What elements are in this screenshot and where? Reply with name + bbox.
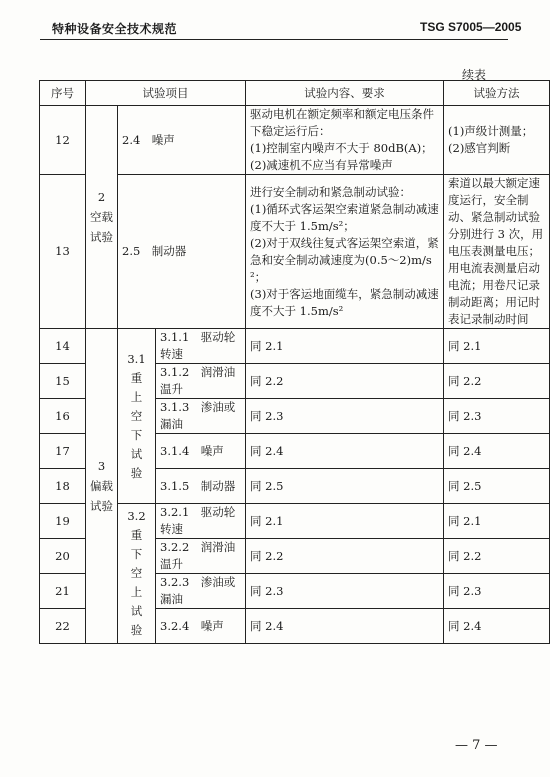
content-cell: 同 2.2 [246,539,444,574]
subgroup-cell [118,504,156,644]
method-cell: 同 2.4 [444,434,550,469]
item-cell: 3.1.3 渗油或漏油 [156,399,246,434]
method-cell [444,175,550,329]
method-cell: 同 2.3 [444,574,550,609]
content-line: (3)对于客运地面缆车，紧急制动减速度不大于 1.5m/s² [250,286,439,318]
subgroup-text: 3.1 [127,351,146,366]
row-no: 21 [40,574,86,609]
table-row [40,106,550,175]
content-line: 进行安全制动和紧急制动试验： [250,184,412,199]
content-cell: 同 2.4 [246,609,444,644]
item-cell: 3.2.1 驱动轮转速 [156,504,246,539]
subgroup-text: 重 [130,370,143,385]
header-standard-code: TSG S7005—2005 [420,20,522,34]
category-text: 2 [97,190,106,204]
row-no: 17 [40,434,86,469]
content-line: (2)减速机不应当有异常噪声 [250,158,393,172]
item-cell: 3.1.1 驱动轮转速 [156,329,246,364]
item-cell: 3.1.4 噪声 [156,434,246,469]
content-cell [246,175,444,329]
content-cell: 同 2.3 [246,574,444,609]
item-cell: 3.1.5 制动器 [156,469,246,504]
subgroup-text: 验 [130,465,143,480]
test-spec-table [39,80,550,644]
method-cell: 同 2.5 [444,469,550,504]
row-no: 18 [40,469,86,504]
header-rule [40,39,508,40]
subgroup-text: 上 [130,389,143,404]
item-cell: 2.4 噪声 [118,106,246,175]
category-cell [86,106,118,329]
category-text: 试验 [90,499,113,513]
row-no: 19 [40,504,86,539]
row-no: 14 [40,329,86,364]
col-header-content: 试验内容、要求 [246,81,444,106]
content-cell: 同 2.5 [246,469,444,504]
category-text: 3 [97,459,106,473]
row-no: 16 [40,399,86,434]
content-cell [246,106,444,175]
item-cell: 2.5 制动器 [118,175,246,329]
content-line: (2)对于双线往复式客运架空索道，紧急和安全制动减速度为(0.5～2)m/s²； [250,235,439,284]
content-cell: 同 2.3 [246,399,444,434]
method-line: (2)感官判断 [448,141,511,155]
content-cell: 同 2.1 [246,329,444,364]
header-left-title: 特种设备安全技术规范 [52,22,178,36]
content-cell: 同 2.1 [246,504,444,539]
subgroup-text: 下 [130,427,143,442]
table-header-row [40,81,550,106]
subgroup-text: 试 [130,604,143,618]
col-header-no: 序号 [40,81,86,106]
content-line: (1)循环式客运架空索道紧急制动减速度不大于 1.5m/s²； [250,201,439,233]
continued-label: 续表 [462,68,487,82]
item-cell: 3.2.4 噪声 [156,609,246,644]
subgroup-text: 上 [130,585,143,599]
row-no: 22 [40,609,86,644]
method-line: 索道以最大额定速度运行，安全制动、紧急制动试验分别进行 3 次，用电压表测量电压；用电流表测量启动电流；用卷尺记录制动距离；用记时表记录制动时间 [448,176,544,326]
content-cell: 同 2.4 [246,434,444,469]
subgroup-text: 3.2 [127,509,146,523]
subgroup-text: 试 [130,446,143,461]
method-cell: 同 2.2 [444,539,550,574]
content-line: (1)控制室内噪声不大于 80dB(A)； [250,141,433,155]
page-number: — 7 — [455,738,498,753]
category-text: 偏载 [90,479,113,493]
method-line: (1)声级计测量； [448,124,534,138]
subgroup-text: 重 [130,528,143,542]
row-no: 13 [40,175,86,329]
row-no: 15 [40,364,86,399]
subgroup-cell [118,329,156,504]
method-cell: 同 2.1 [444,329,550,364]
content-cell: 同 2.2 [246,364,444,399]
item-cell: 3.2.3 渗油或漏油 [156,574,246,609]
col-header-method: 试验方法 [444,81,550,106]
table-row [40,329,550,364]
method-cell: 同 2.3 [444,399,550,434]
method-cell [444,106,550,175]
row-no: 12 [40,106,86,175]
subgroup-text: 空 [130,566,143,580]
col-header-item: 试验项目 [86,81,246,106]
item-cell: 3.1.2 润滑油温升 [156,364,246,399]
subgroup-text: 空 [130,408,143,423]
method-cell: 同 2.2 [444,364,550,399]
subgroup-text: 验 [130,623,143,637]
method-cell: 同 2.1 [444,504,550,539]
item-cell: 3.2.2 润滑油温升 [156,539,246,574]
category-text: 空载 [90,210,113,224]
row-no: 20 [40,539,86,574]
method-cell: 同 2.4 [444,609,550,644]
subgroup-text: 下 [130,547,143,561]
category-text: 试验 [90,230,113,244]
category-cell [86,329,118,644]
content-line: 驱动电机在额定频率和额定电压条件下稳定运行后： [250,107,435,138]
